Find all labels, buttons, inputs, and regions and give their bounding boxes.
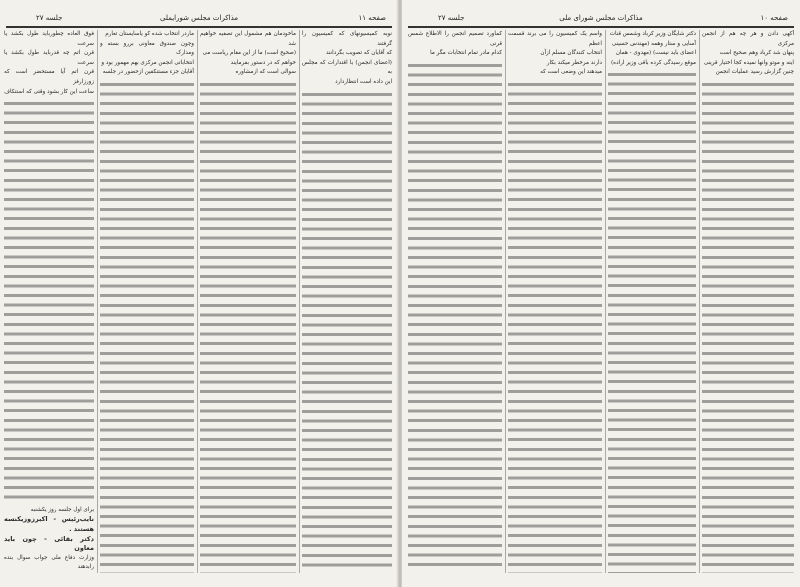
text-line: قرن اتم چه قدرباید طول بکشد یا سرعت xyxy=(4,50,94,66)
column-divider xyxy=(97,30,98,573)
body-text-block xyxy=(200,80,296,573)
signature-speaker: دکتر بقائی - چون باید معاون xyxy=(4,534,94,553)
body-text-block xyxy=(100,80,194,573)
session-number: جلسه ۲۷ xyxy=(36,14,63,22)
closing-block xyxy=(4,506,94,573)
header-rule xyxy=(408,26,794,28)
text-line: اعضای باید نیست) (مهدوی - همان xyxy=(615,50,696,57)
body-text-block xyxy=(702,80,794,573)
text-line: وزارت دفاع ملی جواب سوال بنده رابدهند xyxy=(4,554,94,571)
text-line: چنین گزارش رسید عملیات انجمن xyxy=(715,69,794,76)
text-column xyxy=(608,30,696,573)
page-number: صفحه ۱۱ xyxy=(358,14,386,22)
text-column xyxy=(4,30,94,573)
body-text-block xyxy=(302,90,392,573)
text-line: موقع رسیدگی کرده باقی وزیر اراده) xyxy=(611,59,696,66)
text-line: دارند مرخطر میکند بکار xyxy=(546,59,602,66)
text-line: سوالی است که ازمشاوره xyxy=(235,69,296,76)
text-line: آقایان جزء مستنکفین ازحضور در جلسه xyxy=(102,69,194,76)
text-column xyxy=(200,30,296,573)
text-line: انتخاباتی انجمن مرکزی بهم مهمور بود و xyxy=(101,59,194,66)
signature-vice-president: نایب‌رئیس - اکبرزوزیکنسه هستند . xyxy=(4,515,94,534)
text-line: که آقایان که تصویب بگردانند xyxy=(325,50,392,57)
text-column xyxy=(408,30,502,573)
right-page xyxy=(402,0,800,587)
text-line: دکتر شایگان وزیر کرباد وشمس قنات xyxy=(609,31,696,37)
body-text-block xyxy=(408,61,502,573)
text-line: ماخودمان هم مشمول این تصفیه خواهیم شد xyxy=(200,31,296,47)
body-text-block xyxy=(608,70,696,573)
page-title: مذاکرات مجلس شورای ملی xyxy=(559,14,643,22)
text-column xyxy=(702,30,794,573)
text-line: این داده است انتظاردارد xyxy=(335,78,392,85)
text-line: میدهند این وضعی است که xyxy=(540,69,602,76)
text-line: کدام مادر تمام انتخابات مگر ما xyxy=(430,50,502,57)
left-page xyxy=(0,0,398,587)
body-text-block xyxy=(4,99,94,504)
text-line: ماردر انتخاب شده کو یاسایستان تعارم xyxy=(105,31,194,37)
text-line: انتخاب کنندگان مسلم ازآن xyxy=(540,50,602,57)
page-header xyxy=(6,12,392,26)
page-header xyxy=(408,12,794,26)
text-line: نوبه کمیسیونهای که کمیسیون را گرفتند xyxy=(302,31,392,47)
text-line: برای اول جلسه روز یکشنبه xyxy=(30,506,94,513)
body-text-block xyxy=(508,80,602,573)
header-rule xyxy=(6,26,392,28)
text-line: ساعت این کار بشود وقتی که استنکاف xyxy=(4,88,94,95)
text-column xyxy=(100,30,194,573)
text-line: آسایی و ستار وهمه (مهندس حسینی xyxy=(611,40,696,47)
text-line: اینه و موتو وانها نمیده کجا اختیار قرینی xyxy=(703,59,794,66)
column-divider xyxy=(605,30,606,573)
text-line: (صحیح است) ما از این مقام ریاست می xyxy=(202,50,296,57)
text-line: قرن اتم آیا مستحضر است که زورزارفز xyxy=(4,69,94,85)
column-divider xyxy=(699,30,700,573)
text-line: کماورد تصمیم انجمن را الاطلاع شمس قرنی xyxy=(408,31,502,47)
text-line: واسم یک کمیسیون را می برند قسمت اعظم xyxy=(508,31,602,47)
text-line: آکهی دادن و هر چه هم از انجمن مرکزی xyxy=(702,31,794,47)
text-line: خواهم که در دستور بفرمایند xyxy=(230,59,296,66)
text-column xyxy=(302,30,392,573)
page-number: صفحه ۱۰ xyxy=(760,14,788,22)
column-divider xyxy=(299,30,300,573)
column-divider xyxy=(505,30,506,573)
column-divider xyxy=(197,30,198,573)
text-line: پنهان شد کرباد وهم صحیح است xyxy=(719,50,794,57)
text-line: (اعضای انجمن) با اقتدارات که مجلس به xyxy=(302,59,392,76)
session-number: جلسه ۲۷ xyxy=(438,14,465,22)
page-title: مذاکرات مجلس شورایملی xyxy=(159,14,239,22)
text-line: فوق العاده چطورباید طول بکشد یا سرعت xyxy=(4,31,94,47)
text-column xyxy=(508,30,602,573)
text-line: وچون صندوق معاونی بررو بسته و ومدارک xyxy=(100,40,194,57)
